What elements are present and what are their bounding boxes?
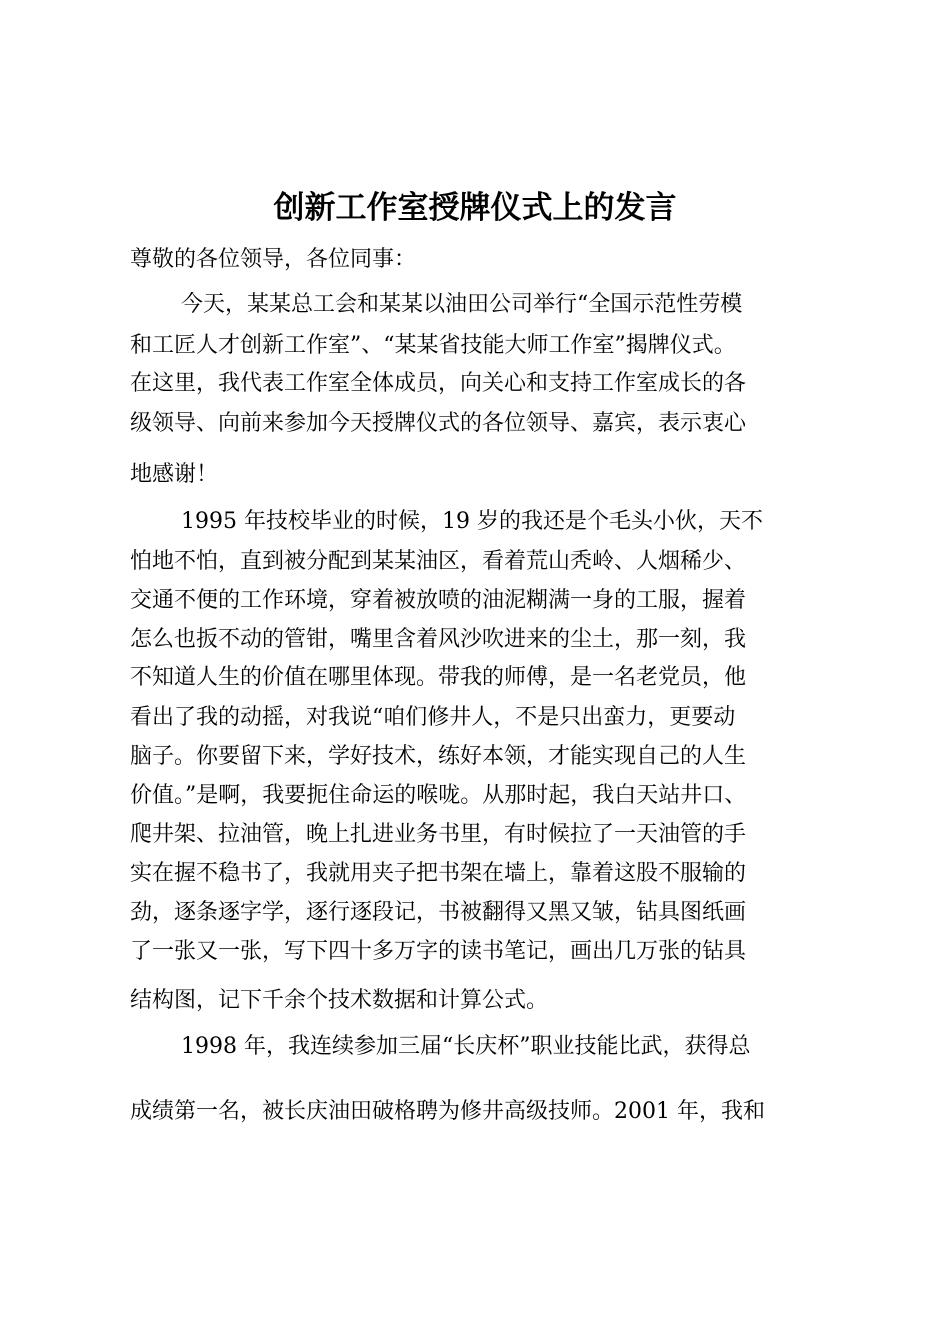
paragraph-line: 价值。”是啊，我要扼住命运的喉咙。从那时起，我白天站井口、	[130, 783, 747, 808]
paragraph-line: 和工匠人才创新工作室”、“某某省技能大师工作室”揭牌仪式。	[130, 333, 736, 358]
paragraph-line: 不知道人生的价值在哪里体现。带我的师傅，是一名老党员，他	[130, 665, 747, 690]
document-title: 创新工作室授牌仪式上的发言	[273, 190, 677, 226]
paragraph-line: 成绩第一名，被长庆油田破格聘为修井高级技师。2001 年，我和	[130, 1099, 765, 1124]
salutation: 尊敬的各位领导，各位同事：	[130, 247, 417, 272]
paragraph-line: 实在握不稳书了，我就用夹子把书架在墙上，靠着这股不服输的	[130, 861, 747, 886]
paragraph-line: 了一张又一张，写下四十多万字的读书笔记，画出几万张的钻具	[130, 939, 747, 964]
paragraph-line: 地感谢！	[130, 462, 219, 487]
paragraph-line: 今天，某某总工会和某某以油田公司举行“全国示范性劳模	[181, 292, 743, 317]
paragraph-line: 交通不便的工作环境，穿着被放喷的油泥糊满一身的工服，握着	[130, 588, 747, 613]
paragraph-line: 怎么也扳不动的管钳，嘴里含着风沙吹进来的尘土，那一刻，我	[130, 627, 747, 652]
paragraph-line: 1998 年，我连续参加三届“长庆杯”职业技能比武，获得总	[181, 1034, 751, 1059]
paragraph-line: 级领导、向前来参加今天授牌仪式的各位领导、嘉宾，表示衷心	[130, 411, 747, 436]
paragraph-line: 1995 年技校毕业的时候，19 岁的我还是个毛头小伙，天不	[181, 509, 763, 534]
paragraph-line: 在这里，我代表工作室全体成员，向关心和支持工作室成长的各	[130, 371, 747, 396]
paragraph-line: 脑子。你要留下来，学好技术，练好本领，才能实现自己的人生	[130, 744, 747, 769]
paragraph-line: 爬井架、拉油管，晚上扎进业务书里，有时候拉了一天油管的手	[130, 822, 747, 847]
paragraph-line: 看出了我的动摇，对我说“咱们修井人，不是只出蛮力，更要动	[130, 705, 736, 730]
paragraph-line: 结构图，记下千余个技术数据和计算公式。	[130, 988, 549, 1013]
paragraph-line: 怕地不怕，直到被分配到某某油区，看着荒山秃岭、人烟稀少、	[130, 549, 747, 574]
paragraph-line: 劲，逐条逐字学，逐行逐段记，书被翻得又黑又皱，钻具图纸画	[130, 900, 747, 925]
